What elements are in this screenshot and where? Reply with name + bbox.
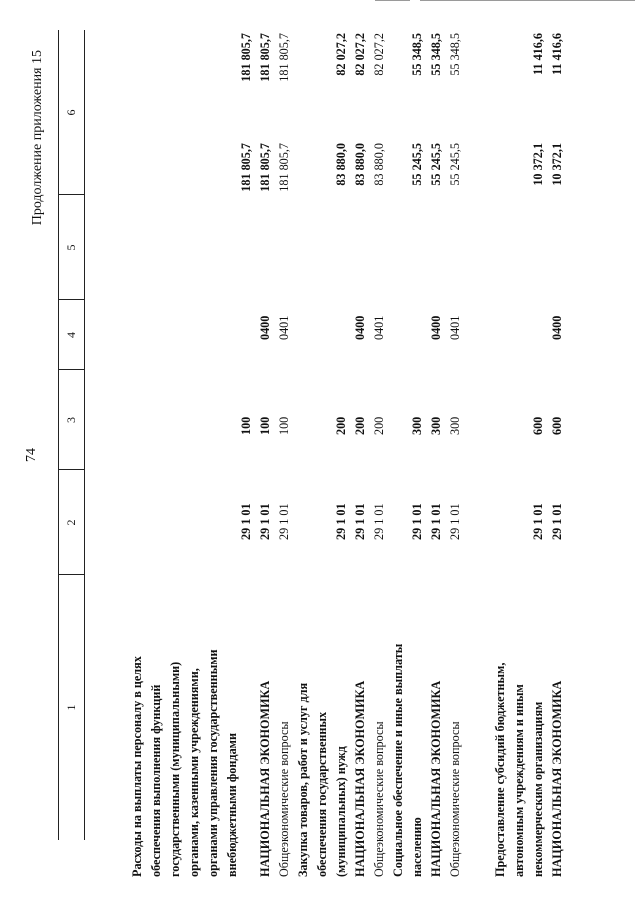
row-2-value-6: 181 805,7 — [277, 33, 291, 82]
row-7-code: 29 1 01 — [429, 503, 443, 540]
row-7-name: НАЦИОНАЛЬНАЯ ЭКОНОМИКА — [429, 680, 443, 877]
row-10-code: 29 1 01 — [550, 503, 564, 540]
row-4-value-5: 83 880,0 — [353, 143, 367, 186]
row-description — [389, 617, 427, 877]
row-10-value-6: 11 416,6 — [550, 33, 564, 75]
row-5-value-5: 83 880,0 — [372, 143, 386, 186]
row-6-value-5: 55 245,5 — [410, 143, 424, 186]
col-header-5: 5 — [64, 244, 78, 251]
row-1-value-6: 181 805,7 — [258, 33, 272, 82]
row-8-value-6: 55 348,5 — [448, 33, 462, 76]
row-9-value-6: 11 416,6 — [531, 33, 545, 75]
row-3-value-5: 83 880,0 — [334, 143, 348, 186]
row-1-name: НАЦИОНАЛЬНАЯ ЭКОНОМИКА — [258, 680, 272, 877]
row-2-value-5: 181 805,7 — [277, 143, 291, 192]
row-2-type: 100 — [277, 416, 291, 435]
col-header-1: 1 — [64, 704, 78, 711]
row-1-value-5: 181 805,7 — [258, 143, 272, 192]
row-7-value-5: 55 245,5 — [429, 143, 443, 186]
row-4-section: 0400 — [353, 315, 367, 340]
row-3-type: 200 — [334, 416, 348, 435]
row-1-code: 29 1 01 — [258, 503, 272, 540]
row-2-code: 29 1 01 — [277, 503, 291, 540]
row-1-section: 0400 — [258, 315, 272, 340]
row-8-code: 29 1 01 — [448, 503, 462, 540]
row-10-name: НАЦИОНАЛЬНАЯ ЭКОНОМИКА — [550, 680, 564, 877]
row-1-type: 100 — [258, 416, 272, 435]
row-8-section: 0401 — [448, 315, 462, 340]
row-7-value-6: 55 348,5 — [429, 33, 443, 76]
row-4-name: НАЦИОНАЛЬНАЯ ЭКОНОМИКА — [353, 680, 367, 877]
row-0-value-6: 181 805,7 — [239, 33, 253, 82]
header-bottom-rule — [84, 30, 85, 840]
row-6-name: Социальное обеспечение и иные выплаты населению — [391, 643, 424, 877]
row-0-name: Расходы на выплаты персоналу в целях обеспечения выполнения функций государственными (муниципальными) органами, казенными учреждениями, органами управления государственными внебюджетными фондами — [130, 649, 239, 877]
row-description — [294, 617, 351, 877]
row-description — [491, 617, 548, 877]
row-8-value-5: 55 245,5 — [448, 143, 462, 186]
row-0-code: 29 1 01 — [239, 503, 253, 540]
row-7-section: 0400 — [429, 315, 443, 340]
row-8-type: 300 — [448, 416, 462, 435]
row-0-value-5: 181 805,7 — [239, 143, 253, 192]
row-8-name: Общеэкономические вопросы — [448, 721, 462, 877]
row-4-code: 29 1 01 — [353, 503, 367, 540]
col-header-2: 2 — [64, 519, 78, 526]
row-3-name: Закупка товаров, работ и услуг для обеспечения государственных (муниципальных) нужд — [296, 682, 348, 877]
row-5-name: Общеэкономические вопросы — [372, 721, 386, 877]
continuation-title: Продолжение приложения 15 — [30, 50, 45, 226]
row-9-value-5: 10 372,1 — [531, 143, 545, 186]
col-header-3: 3 — [64, 417, 78, 423]
col-header-6: 6 — [64, 109, 78, 116]
row-5-section: 0401 — [372, 315, 386, 340]
row-10-type: 600 — [550, 416, 564, 435]
row-5-value-6: 82 027,2 — [372, 33, 386, 76]
row-9-name: Предоставление субсидий бюджетным, автономным учреждениям и иным некоммерческим организациям — [493, 662, 545, 877]
row-10-value-5: 10 372,1 — [550, 143, 564, 186]
row-4-type: 200 — [353, 416, 367, 435]
row-3-value-6: 82 027,2 — [334, 33, 348, 76]
row-6-type: 300 — [410, 416, 424, 435]
row-6-code: 29 1 01 — [410, 503, 424, 540]
row-2-name: Общеэкономические вопросы — [277, 721, 291, 877]
row-4-value-6: 82 027,2 — [353, 33, 367, 76]
row-10-section: 0400 — [550, 315, 564, 340]
row-0-type: 100 — [239, 416, 253, 435]
row-5-code: 29 1 01 — [372, 503, 386, 540]
row-6-value-6: 55 348,5 — [410, 33, 424, 76]
row-7-type: 300 — [429, 416, 443, 435]
row-3-code: 29 1 01 — [334, 503, 348, 540]
row-5-type: 200 — [372, 416, 386, 435]
row-9-type: 600 — [531, 416, 545, 435]
row-description — [128, 617, 242, 877]
row-9-code: 29 1 01 — [531, 503, 545, 540]
col-header-4: 4 — [64, 332, 78, 338]
page-number: 74 — [24, 448, 39, 462]
row-2-section: 0401 — [277, 315, 291, 340]
